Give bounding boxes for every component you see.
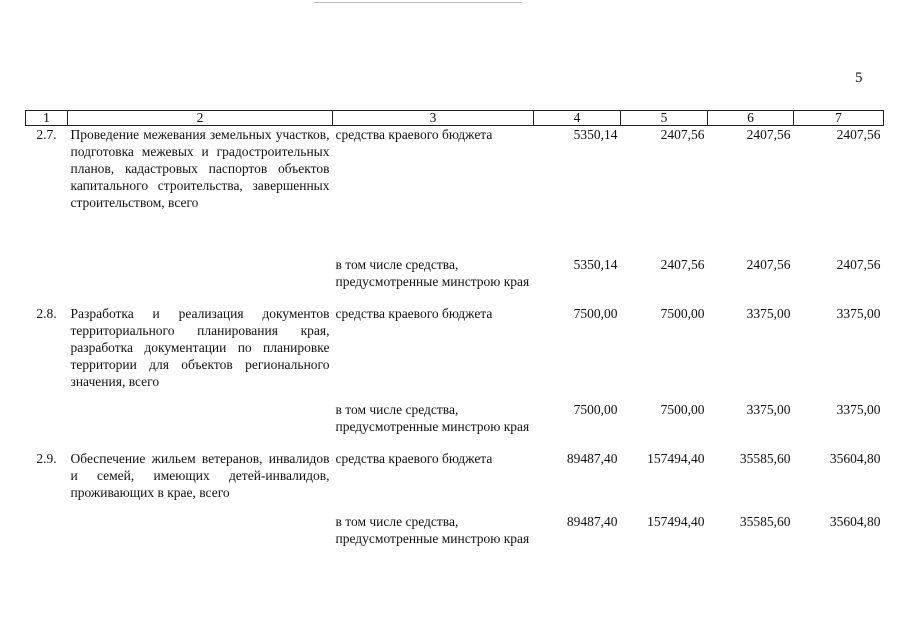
header-cell: 4 bbox=[534, 111, 621, 126]
header-cell: 2 bbox=[68, 111, 333, 126]
value-cell: 157494,40 bbox=[647, 451, 705, 466]
table-subrow bbox=[26, 401, 884, 435]
header-cell: 3 bbox=[333, 111, 534, 126]
value-cell: 157494,40 bbox=[647, 514, 705, 529]
table-row bbox=[26, 126, 884, 144]
row-number: 2.8. bbox=[36, 306, 57, 321]
value-cell: 3375,00 bbox=[746, 306, 791, 321]
value-cell: 2407,56 bbox=[660, 127, 705, 142]
table-row bbox=[26, 305, 884, 322]
value-cell: 89487,40 bbox=[566, 451, 618, 466]
row-number: 2.7. bbox=[36, 127, 57, 142]
row-description: Разработка и реализация документов территориального планирования края, разработка документации по планировке территории для объектов регионального значения, всего bbox=[70, 306, 330, 389]
table-subrow bbox=[26, 513, 884, 547]
funding-subsource: в том числе средства, предусмотренные минстрою края bbox=[335, 257, 530, 289]
value-cell: 2407,56 bbox=[836, 127, 881, 142]
header-cell: 1 bbox=[26, 111, 68, 126]
header-cell: 6 bbox=[708, 111, 794, 126]
table-row bbox=[26, 450, 884, 467]
header-cell: 5 bbox=[621, 111, 708, 126]
funding-subsource: в том числе средства, предусмотренные минстрою края bbox=[335, 402, 530, 434]
value-cell: 89487,40 bbox=[566, 514, 618, 529]
funding-source: средства краевого бюджета bbox=[335, 306, 493, 321]
page-number: 5 bbox=[855, 70, 863, 86]
value-cell: 3375,00 bbox=[836, 306, 881, 321]
table-subrow bbox=[26, 256, 884, 290]
value-cell: 35604,80 bbox=[829, 514, 881, 529]
funding-subsource: в том числе средства, предусмотренные минстрою края bbox=[335, 514, 530, 546]
value-cell: 2407,56 bbox=[660, 257, 705, 272]
funding-source: средства краевого бюджета bbox=[335, 451, 493, 466]
value-cell: 7500,00 bbox=[573, 402, 618, 417]
value-cell: 35585,60 bbox=[739, 514, 791, 529]
budget-table bbox=[25, 110, 884, 547]
value-cell: 35604,80 bbox=[829, 451, 881, 466]
value-cell: 5350,14 bbox=[573, 257, 618, 272]
value-cell: 7500,00 bbox=[660, 306, 705, 321]
value-cell: 2407,56 bbox=[746, 257, 791, 272]
value-cell: 3375,00 bbox=[746, 402, 791, 417]
value-cell: 5350,14 bbox=[573, 127, 618, 142]
funding-source: средства краевого бюджета bbox=[335, 127, 493, 142]
top-rule bbox=[314, 2, 522, 3]
header-row bbox=[26, 111, 884, 126]
value-cell: 2407,56 bbox=[836, 257, 881, 272]
row-description: Обеспечение жильем ветеранов, инвалидов и семей, имеющих детей-инвалидов, проживающих в крае, всего bbox=[70, 451, 330, 500]
row-description: Проведение межевания земельных участков, подготовка межевых и градостроительных планов, кадастровых паспортов объектов капитального строительства, завершенных строительством, всего bbox=[70, 127, 330, 210]
value-cell: 35585,60 bbox=[739, 451, 791, 466]
row-number: 2.9. bbox=[36, 451, 57, 466]
value-cell: 7500,00 bbox=[660, 402, 705, 417]
value-cell: 3375,00 bbox=[836, 402, 881, 417]
header-cell: 7 bbox=[794, 111, 884, 126]
value-cell: 7500,00 bbox=[573, 306, 618, 321]
value-cell: 2407,56 bbox=[746, 127, 791, 142]
